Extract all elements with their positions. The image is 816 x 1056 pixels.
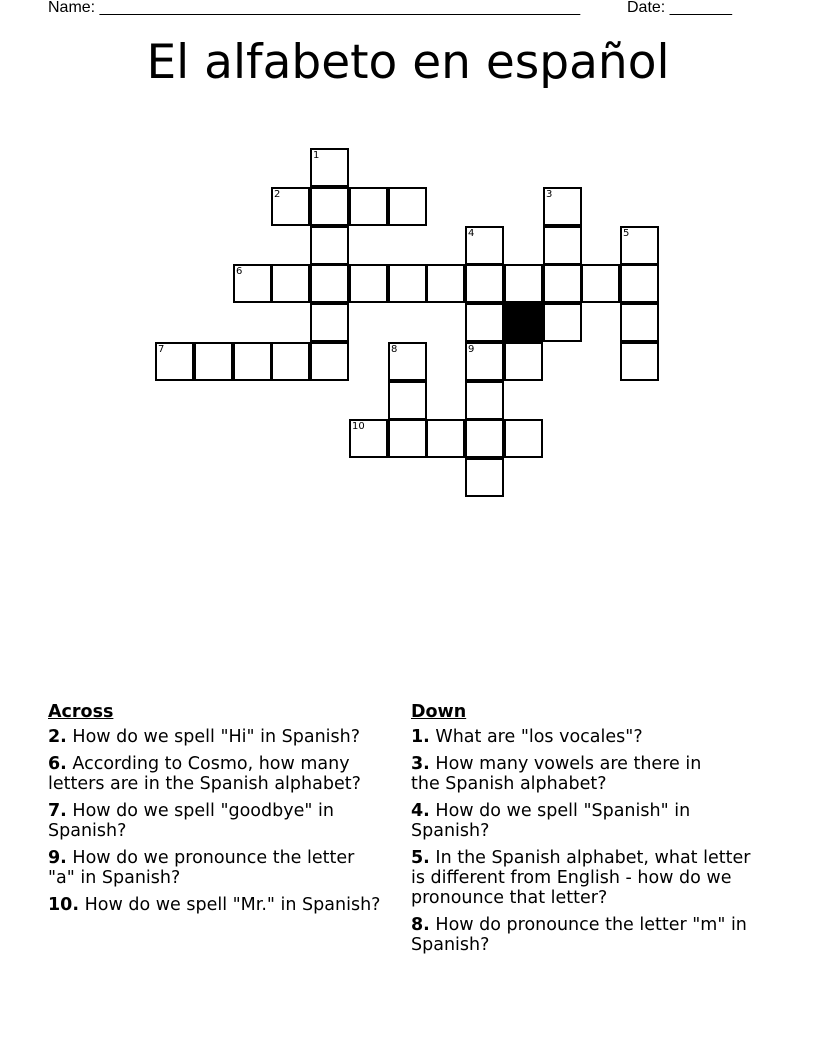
crossword-cell[interactable] bbox=[310, 303, 349, 342]
crossword-cell[interactable] bbox=[465, 303, 504, 342]
clue-text: According to Cosmo, how many letters are in the Spanish alphabet? bbox=[48, 754, 361, 794]
crossword-cell[interactable] bbox=[388, 187, 427, 226]
crossword-cell[interactable] bbox=[310, 264, 349, 303]
clue-item bbox=[48, 801, 348, 841]
clue-text: How do we spell "Mr." in Spanish? bbox=[84, 895, 381, 915]
crossword-cell[interactable] bbox=[465, 264, 504, 303]
clue-number-label: 3 bbox=[546, 189, 553, 200]
clue-number-label: 10 bbox=[352, 421, 365, 432]
clue-text: How do we spell "goodbye" in Spanish? bbox=[48, 801, 334, 841]
clue-number: 1. bbox=[411, 727, 430, 747]
clue-item bbox=[48, 754, 383, 794]
clue-number: 3. bbox=[411, 754, 430, 774]
clue-number-label: 1 bbox=[313, 150, 320, 161]
crossword-cell[interactable] bbox=[465, 458, 504, 497]
clue-number-label: 7 bbox=[158, 344, 165, 355]
clue-text: In the Spanish alphabet, what letter is different from English - how do we pronounce that letter? bbox=[411, 848, 751, 908]
clue-item bbox=[411, 801, 711, 841]
crossword-cell[interactable] bbox=[543, 264, 582, 303]
clue-number: 4. bbox=[411, 801, 430, 821]
crossword-cell[interactable] bbox=[388, 264, 427, 303]
crossword-cell[interactable] bbox=[620, 264, 659, 303]
crossword-cell[interactable] bbox=[620, 342, 659, 381]
clue-number: 8. bbox=[411, 915, 430, 935]
crossword-cell[interactable] bbox=[543, 303, 582, 342]
clue-number-label: 4 bbox=[468, 228, 475, 239]
crossword-cell[interactable] bbox=[465, 226, 504, 265]
crossword-cell[interactable] bbox=[581, 264, 620, 303]
crossword-cell[interactable] bbox=[310, 187, 349, 226]
down-clues bbox=[411, 702, 761, 962]
clue-number-label: 6 bbox=[236, 266, 243, 277]
clue-item bbox=[48, 848, 378, 888]
crossword-block bbox=[504, 303, 543, 342]
crossword-cell[interactable] bbox=[543, 226, 582, 265]
clue-number-label: 2 bbox=[274, 189, 281, 200]
crossword-cell[interactable] bbox=[543, 187, 582, 226]
clue-text: How do we spell "Hi" in Spanish? bbox=[72, 727, 361, 747]
crossword-cell[interactable] bbox=[388, 342, 427, 381]
crossword-cell[interactable] bbox=[349, 264, 388, 303]
across-heading: Across bbox=[48, 702, 114, 722]
crossword-cell[interactable] bbox=[349, 187, 388, 226]
clue-number-label: 9 bbox=[468, 344, 475, 355]
clue-item bbox=[411, 915, 751, 955]
crossword-cell[interactable] bbox=[194, 342, 233, 381]
crossword-cell[interactable] bbox=[504, 419, 543, 458]
name-field-label[interactable]: Name: ______________________________________________________ bbox=[48, 0, 581, 16]
crossword-cell[interactable] bbox=[465, 419, 504, 458]
clue-number: 2. bbox=[48, 727, 67, 747]
page-title: El alfabeto en español bbox=[146, 35, 670, 90]
clue-text: How do we spell "Spanish" in Spanish? bbox=[411, 801, 691, 841]
clue-item bbox=[411, 754, 726, 794]
crossword-cell[interactable] bbox=[465, 381, 504, 420]
crossword-cell[interactable] bbox=[310, 226, 349, 265]
crossword-cell[interactable] bbox=[271, 187, 310, 226]
clue-number-label: 8 bbox=[391, 344, 398, 355]
across-clues bbox=[48, 702, 398, 922]
crossword-cell[interactable] bbox=[155, 342, 194, 381]
crossword-cell[interactable] bbox=[233, 264, 272, 303]
clue-number: 10. bbox=[48, 895, 80, 915]
crossword-cell[interactable] bbox=[426, 419, 465, 458]
clue-text: How do we pronounce the letter "a" in Spanish? bbox=[48, 848, 355, 888]
clue-number: 9. bbox=[48, 848, 67, 868]
crossword-cell[interactable] bbox=[620, 303, 659, 342]
crossword-cell[interactable] bbox=[310, 342, 349, 381]
clue-item bbox=[48, 895, 398, 915]
crossword-cell[interactable] bbox=[271, 342, 310, 381]
crossword-cell[interactable] bbox=[310, 148, 349, 187]
clue-item bbox=[411, 848, 761, 908]
down-heading: Down bbox=[411, 702, 467, 722]
crossword-cell[interactable] bbox=[349, 419, 388, 458]
clue-text: What are "los vocales"? bbox=[435, 727, 643, 747]
clue-text: How many vowels are there in the Spanish alphabet? bbox=[411, 754, 702, 794]
crossword-cell[interactable] bbox=[465, 342, 504, 381]
date-field-label[interactable]: Date: _______ bbox=[627, 0, 732, 16]
crossword-cell[interactable] bbox=[271, 264, 310, 303]
crossword-cell[interactable] bbox=[233, 342, 272, 381]
clue-number: 5. bbox=[411, 848, 430, 868]
clue-number-label: 5 bbox=[623, 228, 630, 239]
clue-number: 6. bbox=[48, 754, 67, 774]
clue-number: 7. bbox=[48, 801, 67, 821]
crossword-cell[interactable] bbox=[426, 264, 465, 303]
crossword-cell[interactable] bbox=[620, 226, 659, 265]
crossword-cell[interactable] bbox=[388, 381, 427, 420]
clue-item bbox=[411, 727, 751, 747]
crossword-cell[interactable] bbox=[504, 342, 543, 381]
clue-item bbox=[48, 727, 378, 747]
crossword-cell[interactable] bbox=[388, 419, 427, 458]
crossword-cell[interactable] bbox=[504, 264, 543, 303]
clue-text: How do pronounce the letter "m" in Spanish? bbox=[411, 915, 747, 955]
